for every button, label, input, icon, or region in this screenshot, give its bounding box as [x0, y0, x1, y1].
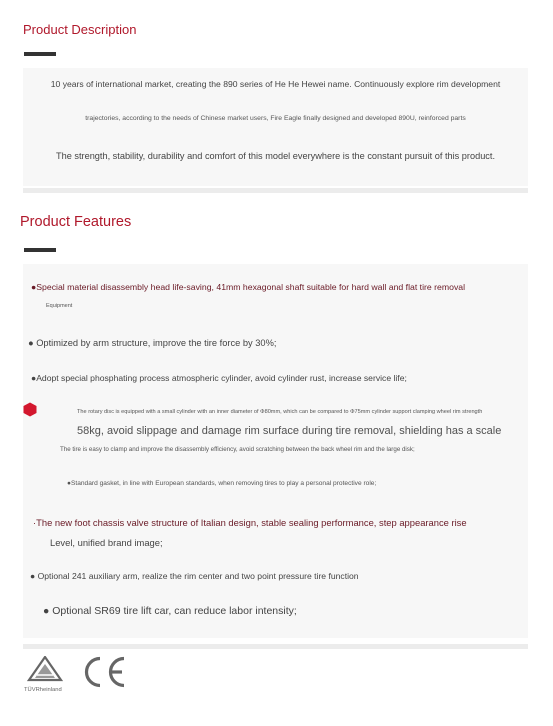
feature-item: ● Optional 241 auxiliary arm, realize the rim center and two point pressure tire function — [30, 571, 359, 581]
feature-item: ●Special material disassembly head life-saving, 41mm hexagonal shaft suitable for hard wall and flat tire removal — [31, 282, 466, 292]
feature-item: The rotary disc is equipped with a small cylinder with an inner diameter of Φ80mm, which can be compared to Φ75mm cylinder support clamping wheel rim strength — [77, 409, 483, 415]
feature-item: ●Adopt special phosphating process atmospheric cylinder, avoid cylinder rust, increase service life; — [31, 373, 407, 383]
heading-underline — [24, 248, 56, 252]
description-line-2: trajectories, according to the needs of Chinese market users, Fire Eagle finally designed and developed 890U, reinforced parts — [85, 115, 466, 122]
feature-item: ·The new foot chassis valve structure of Italian design, stable sealing performance, step appearance rise — [33, 517, 467, 528]
feature-item-continuation: Equipment — [46, 303, 73, 309]
heading-underline — [24, 52, 56, 56]
ce-mark-icon — [80, 655, 128, 689]
feature-item: ● Optimized by arm structure, improve the tire force by 30%; — [28, 338, 277, 348]
section-divider — [23, 188, 528, 193]
hexagon-bullet-icon — [23, 402, 37, 417]
description-line-3: The strength, stability, durability and comfort of this model everywhere is the constant pursuit of this product. — [56, 151, 495, 161]
tuv-triangle-icon — [24, 656, 66, 682]
description-heading: Product Description — [23, 22, 137, 37]
section-divider — [23, 644, 528, 649]
feature-item-continuation: Level, unified brand image; — [50, 537, 163, 548]
tuv-logo-text: TÜVRheinland — [24, 687, 62, 693]
feature-item: ● Optional SR69 tire lift car, can reduce labor intensity; — [43, 605, 297, 617]
description-line-1: 10 years of international market, creating the 890 series of He He Hewei name. Continuously explore rim development — [50, 79, 501, 89]
feature-item-continuation: The tire is easy to clamp and improve the disassembly efficiency, avoid scratching between the back wheel rim and the large disk; — [60, 446, 415, 453]
feature-item-continuation: 58kg, avoid slippage and damage rim surface during tire removal, shielding has a scale — [77, 425, 502, 437]
features-heading: Product Features — [20, 214, 132, 230]
tuv-logo — [24, 656, 66, 693]
feature-item: ●Standard gasket, in line with European standards, when removing tires to play a personal protective role; — [67, 480, 377, 487]
